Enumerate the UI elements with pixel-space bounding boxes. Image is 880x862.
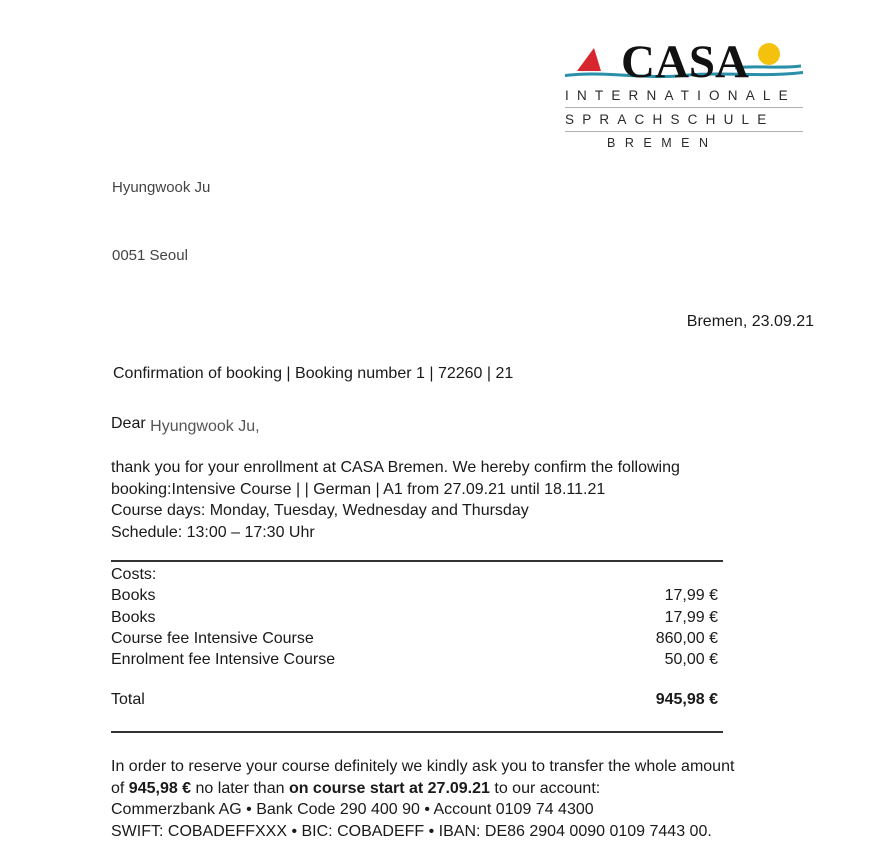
logo-line-2: SPRACHSCHULE (565, 112, 775, 127)
recipient-name: Hyungwook Ju (112, 179, 211, 196)
divider-top (111, 560, 723, 562)
cost-label: Course fee Intensive Course (111, 629, 314, 647)
salutation-name: Hyungwook Ju, (150, 418, 260, 435)
payment-deadline: on course start at 27.09.21 (288, 779, 490, 797)
total-amount: 945,98 € (655, 691, 718, 708)
cost-amount: 50,00 € (664, 651, 718, 669)
cost-row (111, 607, 718, 628)
cost-label: Books (111, 608, 156, 626)
swift-details: SWIFT: COBADEFFXXX • BIC: COBADEFF • IBAN: DE86 2904 0090 0109 7443 00. (111, 822, 712, 840)
amount-due: 945,98 € (128, 779, 192, 797)
cost-row (111, 628, 718, 649)
letter-subject: Confirmation of booking | Booking number 1 | 72260 | 21 (113, 365, 514, 382)
cost-amount: 860,00 € (655, 629, 718, 647)
payment-instructions (111, 756, 841, 842)
cost-row (111, 585, 718, 606)
body-line: Course days: Monday, Tuesday, Wednesday and Thursday (111, 502, 529, 519)
logo-line-1: INTERNATIONALE (565, 88, 796, 103)
costs-table (111, 564, 718, 670)
letter-body (111, 457, 680, 543)
cost-amount: 17,99 € (664, 587, 718, 605)
total-row (111, 691, 718, 709)
salutation-prefix: Dear (111, 415, 146, 432)
cost-row (111, 649, 718, 670)
body-line: thank you for your enrollment at CASA Bremen. We hereby confirm the following (111, 459, 680, 476)
letter-date: Bremen, 23.09.21 (686, 313, 814, 330)
logo-divider (565, 107, 803, 108)
cost-label: Books (111, 587, 156, 605)
logo-brand: CASA (621, 36, 749, 88)
cost-amount: 17,99 € (664, 608, 718, 626)
recipient-city: 0051 Seoul (112, 247, 188, 264)
divider-bottom (111, 731, 723, 733)
cost-label: Enrolment fee Intensive Course (111, 651, 336, 669)
closing-line-2: of 945,98 € no later than on course start at 27.09.21 to our account: (111, 779, 601, 797)
total-label: Total (111, 691, 145, 708)
logo-divider (565, 131, 803, 132)
costs-heading: Costs: (111, 566, 157, 583)
body-line: Schedule: 13:00 – 17:30 Uhr (111, 523, 315, 541)
sail-sun-wave-icon (563, 38, 805, 88)
salutation (111, 415, 260, 433)
logo-line-3: BREMEN (607, 136, 718, 150)
costs-heading-row (111, 564, 718, 585)
casa-logo (563, 38, 805, 153)
body-line: booking:Intensive Course | | German | A1 from 27.09.21 until 18.11.21 (111, 480, 606, 498)
bank-details: Commerzbank AG • Bank Code 290 400 90 • Account 0109 74 4300 (111, 801, 594, 818)
closing-line-1: In order to reserve your course definitely we kindly ask you to transfer the whole amount (111, 758, 735, 775)
